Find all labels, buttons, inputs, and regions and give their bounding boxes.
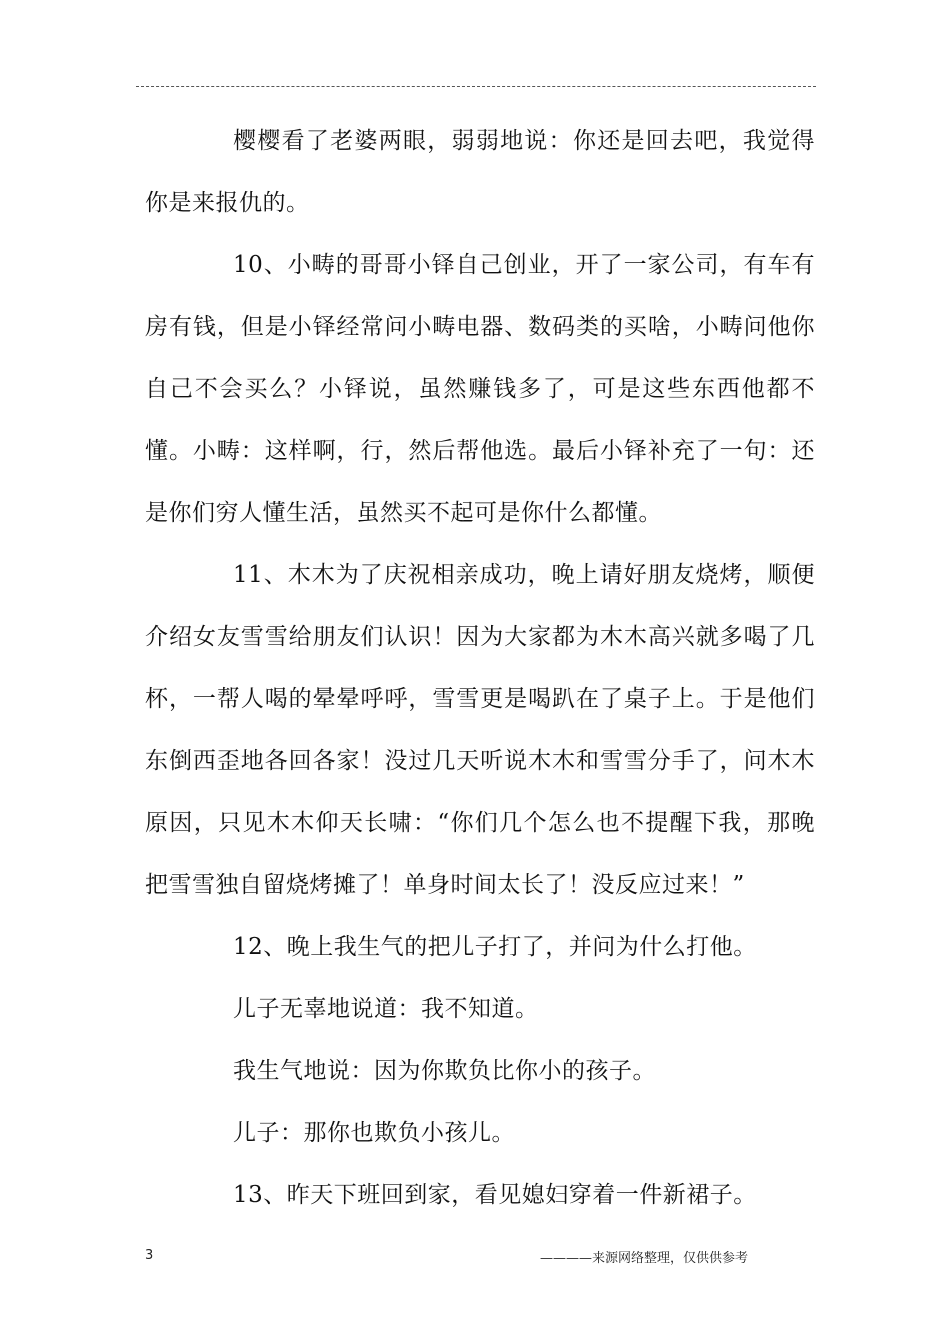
paragraph: 10、小畴的哥哥小铎自己创业，开了一家公司，有车有房有钱，但是小铎经常问小畴电器、数码类的买啥，小畴问他你自己不会买么？小铎说，虽然赚钱多了，可是这些东西他都不懂。小畴：这样啊，行，然后帮他选。最后小铎补充了一句：还是你们穷人懂生活，虽然买不起可是你什么都懂。 [145,252,815,526]
document-body [145,110,815,1226]
paragraph: 儿子无辜地说道：我不知道。 [233,996,539,1022]
paragraph: 11、木木为了庆祝相亲成功，晚上请好朋友烧烤，顺便介绍女友雪雪给朋友们认识！因为大家都为木木高兴就多喝了几杯，一帮人喝的晕晕呼呼，雪雪更是喝趴在了桌子上。于是他们东倒西歪地各回各家！没过几天听说木木和雪雪分手了，问木木原因，只见木木仰天长啸：“你们几个怎么也不提醒下我，那晚把雪雪独自留烧烤摊了！单身时间太长了！没反应过来！” [145,562,815,898]
paragraph: 樱樱看了老婆两眼，弱弱地说：你还是回去吧，我觉得你是来报仇的。 [145,128,815,216]
paragraph: 13、昨天下班回到家，看见媳妇穿着一件新裙子。 [233,1182,757,1208]
header-divider [136,86,816,87]
paragraph: 12、晚上我生气的把儿子打了，并问为什么打他。 [233,934,757,960]
footer-source-note: ————来源网络整理，仅供供参考 [540,1251,749,1266]
page-number: 3 [145,1248,154,1263]
paragraph: 儿子：那你也欺负小孩儿。 [233,1120,515,1146]
paragraph: 我生气地说：因为你欺负比你小的孩子。 [233,1058,656,1084]
